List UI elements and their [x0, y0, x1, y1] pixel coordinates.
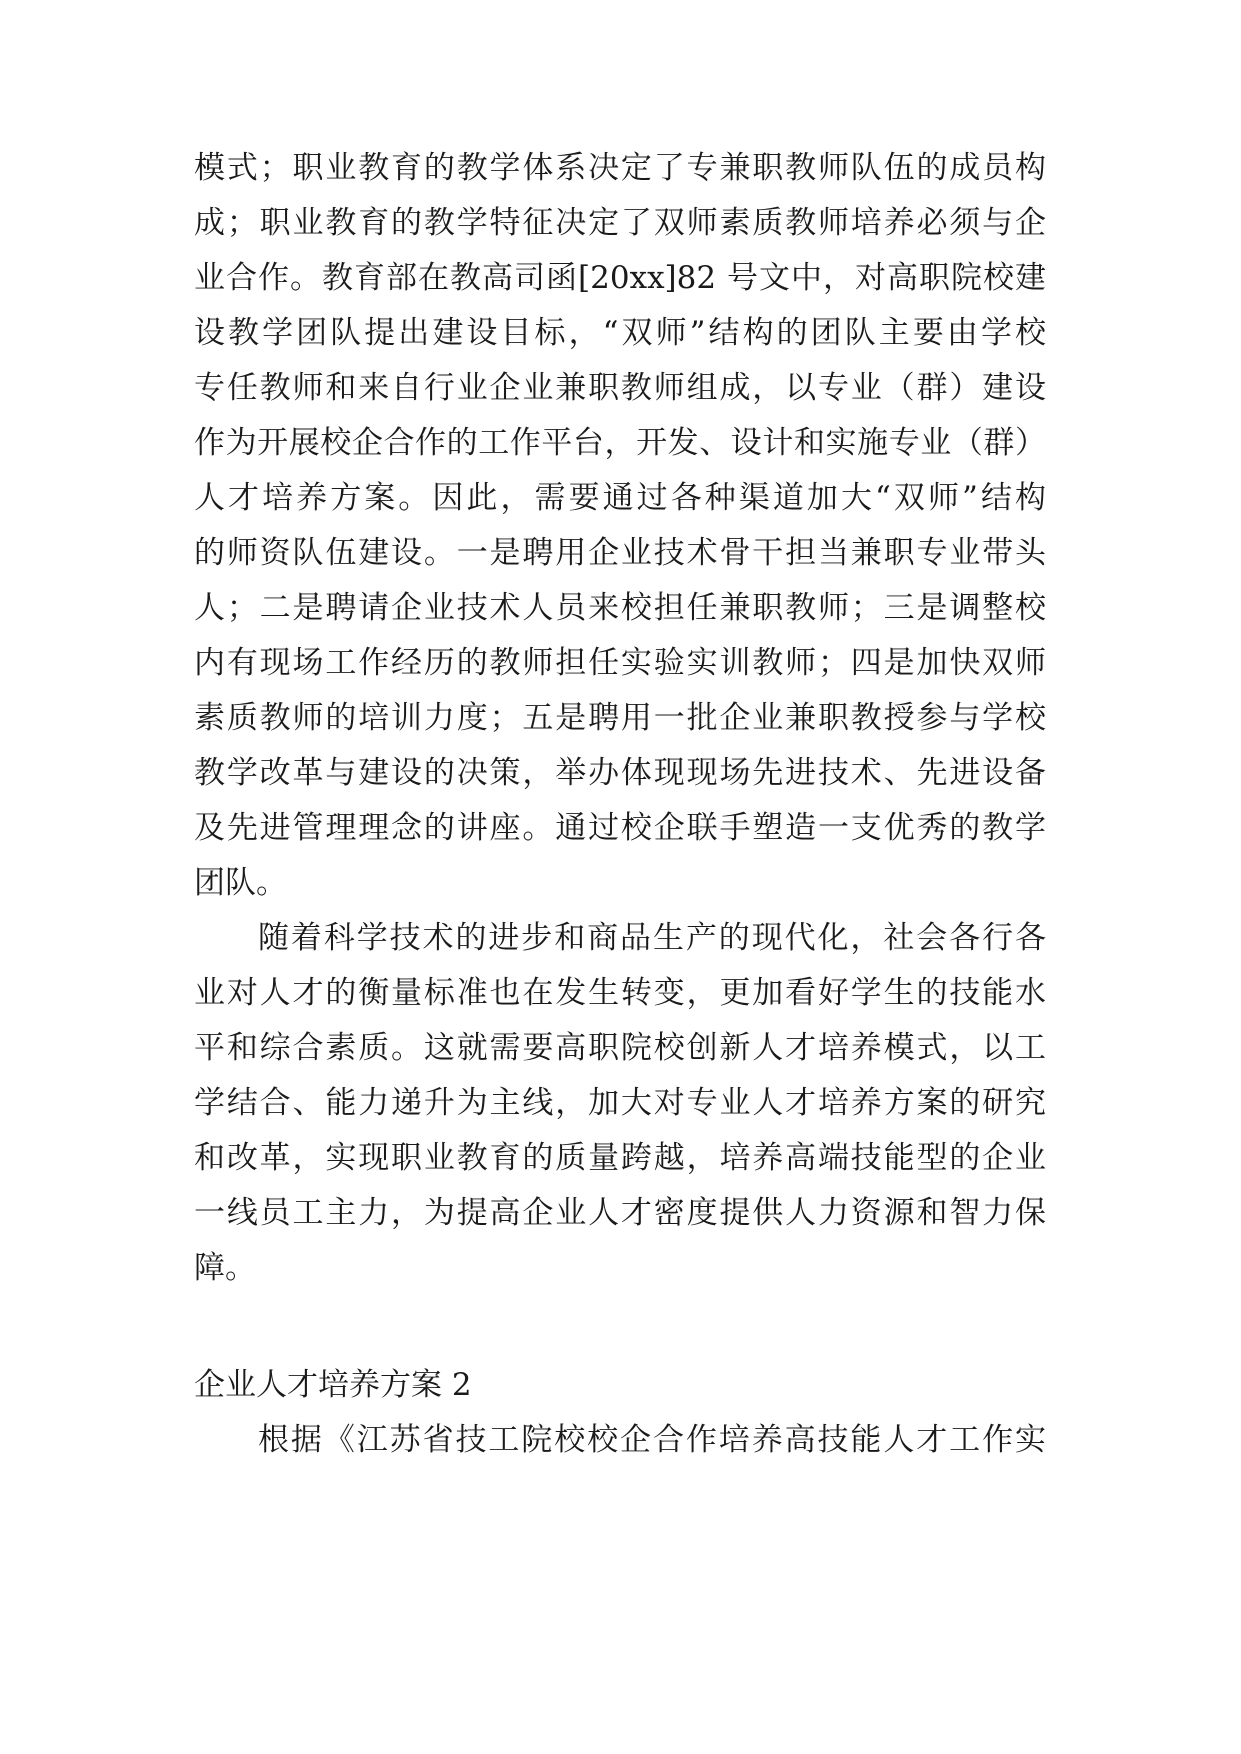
- section-heading: 企业人才培养方案 2: [194, 1367, 472, 1403]
- paragraph-line: 和改革，实现职业教育的质量跨越，培养高端技能型的企业: [194, 1140, 1046, 1176]
- paragraph-line: 成；职业教育的教学特征决定了双师素质教师培养必须与企: [194, 205, 1046, 241]
- paragraph-line: 业合作。教育部在教高司函[20xx]82 号文中，对高职院校建: [194, 260, 1046, 296]
- paragraph-line: 模式；职业教育的教学体系决定了专兼职教师队伍的成员构: [194, 150, 1046, 186]
- paragraph-line: 一线员工主力，为提高企业人才密度提供人力资源和智力保: [194, 1195, 1046, 1231]
- paragraph-line: 业对人才的衡量标准也在发生转变，更加看好学生的技能水: [194, 975, 1046, 1011]
- paragraph-line: 内有现场工作经历的教师担任实验实训教师；四是加快双师: [194, 645, 1046, 681]
- paragraph-line: 人；二是聘请企业技术人员来校担任兼职教师；三是调整校: [194, 590, 1046, 626]
- paragraph-line: 及先进管理理念的讲座。通过校企联手塑造一支优秀的教学: [194, 810, 1046, 846]
- paragraph-line: 设教学团队提出建设目标，“双师”结构的团队主要由学校: [194, 315, 1046, 351]
- paragraph-line: 随着科学技术的进步和商品生产的现代化，社会各行各: [258, 920, 1046, 956]
- paragraph-line: 素质教师的培训力度；五是聘用一批企业兼职教授参与学校: [194, 700, 1046, 736]
- paragraph-line: 障。: [194, 1250, 256, 1286]
- paragraph-line: 平和综合素质。这就需要高职院校创新人才培养模式，以工: [194, 1030, 1046, 1066]
- paragraph-line: 人才培养方案。因此，需要通过各种渠道加大“双师”结构: [194, 480, 1046, 516]
- paragraph-line: 教学改革与建设的决策，举办体现现场先进技术、先进设备: [194, 755, 1046, 791]
- paragraph-line: 作为开展校企合作的工作平台，开发、设计和实施专业（群）: [194, 425, 1046, 461]
- paragraph-line: 学结合、能力递升为主线，加大对专业人才培养方案的研究: [194, 1085, 1046, 1121]
- paragraph-line: 根据《江苏省技工院校校企合作培养高技能人才工作实: [258, 1422, 1046, 1458]
- paragraph-line: 团队。: [194, 865, 287, 901]
- paragraph-line: 专任教师和来自行业企业兼职教师组成，以专业（群）建设: [194, 370, 1046, 406]
- paragraph-line: 的师资队伍建设。一是聘用企业技术骨干担当兼职专业带头: [194, 535, 1046, 571]
